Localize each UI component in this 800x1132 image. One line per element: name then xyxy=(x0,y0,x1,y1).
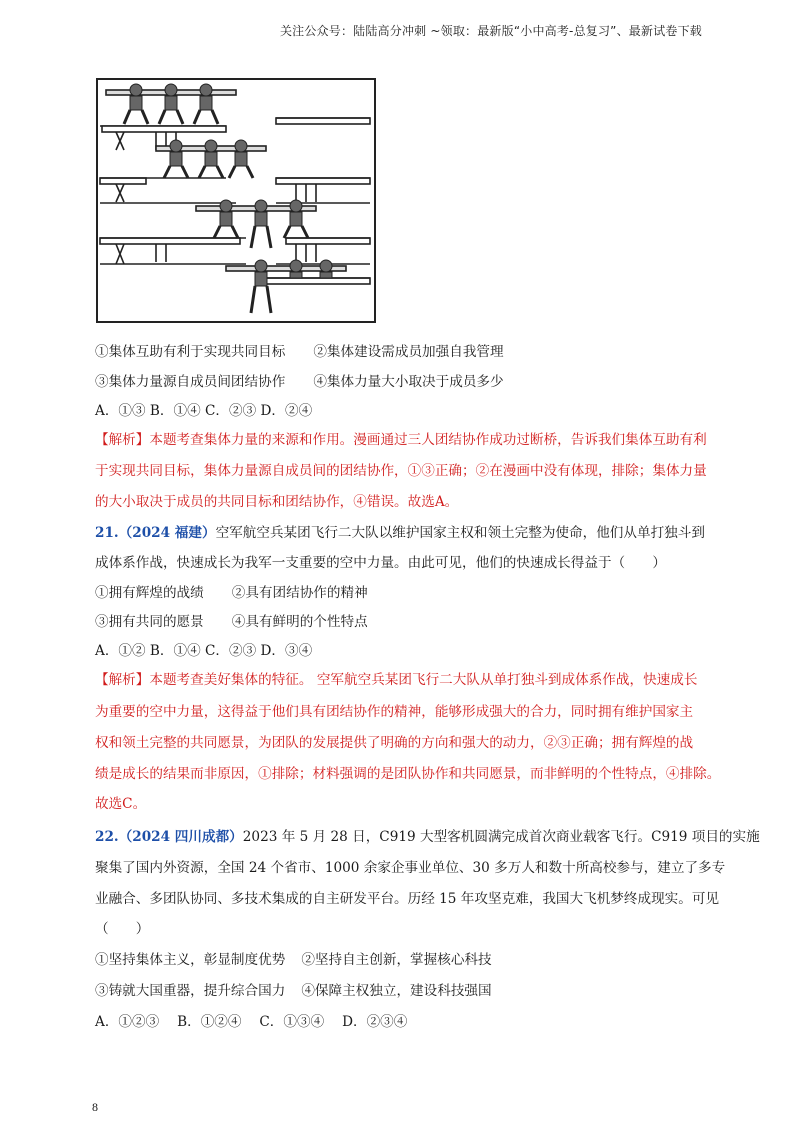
q21-analysis-line-3: 权和领土完整的共同愿景，为团队的发展提供了明确的方向和强大的动力，②③正确；拥有辉煌的战 xyxy=(95,735,694,751)
q21-option-4: ④具有鲜明的个性特点 xyxy=(231,614,368,630)
q20-option-1: ①集体互助有利于实现共同目标 xyxy=(95,344,286,360)
q20-option-4: ④集体力量大小取决于成员多少 xyxy=(313,374,504,390)
q20-options-row-2 xyxy=(95,370,504,390)
q21-option-1: ①拥有辉煌的战绩 xyxy=(95,585,204,601)
q20-analysis-line-1: 【解析】本题考查集体力量的来源和作用。漫画通过三人团结协作成功过断桥，告诉我们集体互助有利 xyxy=(95,432,707,448)
q20-answer-choices: A．①③ B．①④ C．②③ D．②④ xyxy=(95,403,313,419)
q21-stem-line-2: 成体系作战，快速成长为我军一支重要的空中力量。由此可见，他们的快速成长得益于（ ） xyxy=(95,555,666,571)
q22-option-1: ①坚持集体主义，彰显制度优势 xyxy=(95,952,286,968)
q22-stem-line-4: （ ） xyxy=(95,921,150,937)
q21-stem-line-1 xyxy=(95,521,705,541)
q22-options-row-1 xyxy=(95,948,492,968)
q20-options-row-1 xyxy=(95,340,504,360)
q22-option-4: ④保障主权独立，建设科技强国 xyxy=(301,983,492,999)
q21-number: 21.（2024 福建） xyxy=(95,525,216,541)
q22-stem-line-3: 业融合、多团队协同、多技术集成的自主研发平台。历经 15 年攻坚克难，我国大飞机梦终成现实。可见 xyxy=(95,891,720,907)
cartoon-illustration xyxy=(96,78,376,323)
q21-analysis-line-2: 为重要的空中力量，这得益于他们具有团结协作的精神，能够形成强大的合力，同时拥有维护国家主 xyxy=(95,704,694,720)
q22-option-3: ③铸就大国重器，提升综合国力 xyxy=(95,983,286,999)
q21-analysis-line-4: 绩是成长的结果而非原因，①排除；材料强调的是团队协作和共同愿景，而非鲜明的个性特点，④排除。 xyxy=(95,766,721,782)
q21-analysis-line-1: 【解析】本题考查美好集体的特征。 空军航空兵某团飞行二大队从单打独斗到成体系作战，快速成长 xyxy=(95,672,698,688)
q21-option-2: ②具有团结协作的精神 xyxy=(231,585,368,601)
q20-option-3: ③集体力量源自成员间团结协作 xyxy=(95,374,286,390)
q21-answer-choices: A．①② B．①④ C．②③ D．③④ xyxy=(95,643,313,659)
q21-stem-1: 空军航空兵某团飞行二大队以维护国家主权和领土完整为使命，他们从单打独斗到 xyxy=(215,525,705,541)
q21-options-row-1 xyxy=(95,581,368,601)
q20-analysis-line-2: 于实现共同目标，集体力量源自成员间的团结协作，①③正确；②在漫画中没有体现，排除；集体力量 xyxy=(95,463,707,479)
q21-analysis-line-5: 故选C。 xyxy=(95,796,147,812)
q21-options-row-2 xyxy=(95,610,368,630)
q22-number: 22.（2024 四川成都） xyxy=(95,829,243,845)
q22-answer-choices: A．①②③ B．①②④ C．①③④ D．②③④ xyxy=(95,1014,408,1030)
q22-stem-line-1 xyxy=(95,825,760,845)
q20-analysis-line-3: 的大小取决于成员的共同目标和团结协作，④错误。故选A。 xyxy=(95,494,459,510)
page-number: 8 xyxy=(92,1100,98,1114)
q22-option-2: ②坚持自主创新，掌握核心科技 xyxy=(301,952,492,968)
page-header: 关注公众号：陆陆高分冲刺 ~领取：最新版“小中高考-总复习”、最新试卷下载 xyxy=(279,24,702,38)
q22-stem-line-2: 聚集了国内外资源，全国 24 个省市、1000 余家企事业单位、30 多万人和数十所高校参与，建立了多专 xyxy=(95,860,726,876)
q22-stem-1: 2023 年 5 月 28 日，C919 大型客机圆满完成首次商业载客飞行。C919 项目的实施 xyxy=(242,829,760,845)
q20-option-2: ②集体建设需成员加强自我管理 xyxy=(313,344,504,360)
q21-option-3: ③拥有共同的愿景 xyxy=(95,614,204,630)
q22-options-row-2 xyxy=(95,979,492,999)
